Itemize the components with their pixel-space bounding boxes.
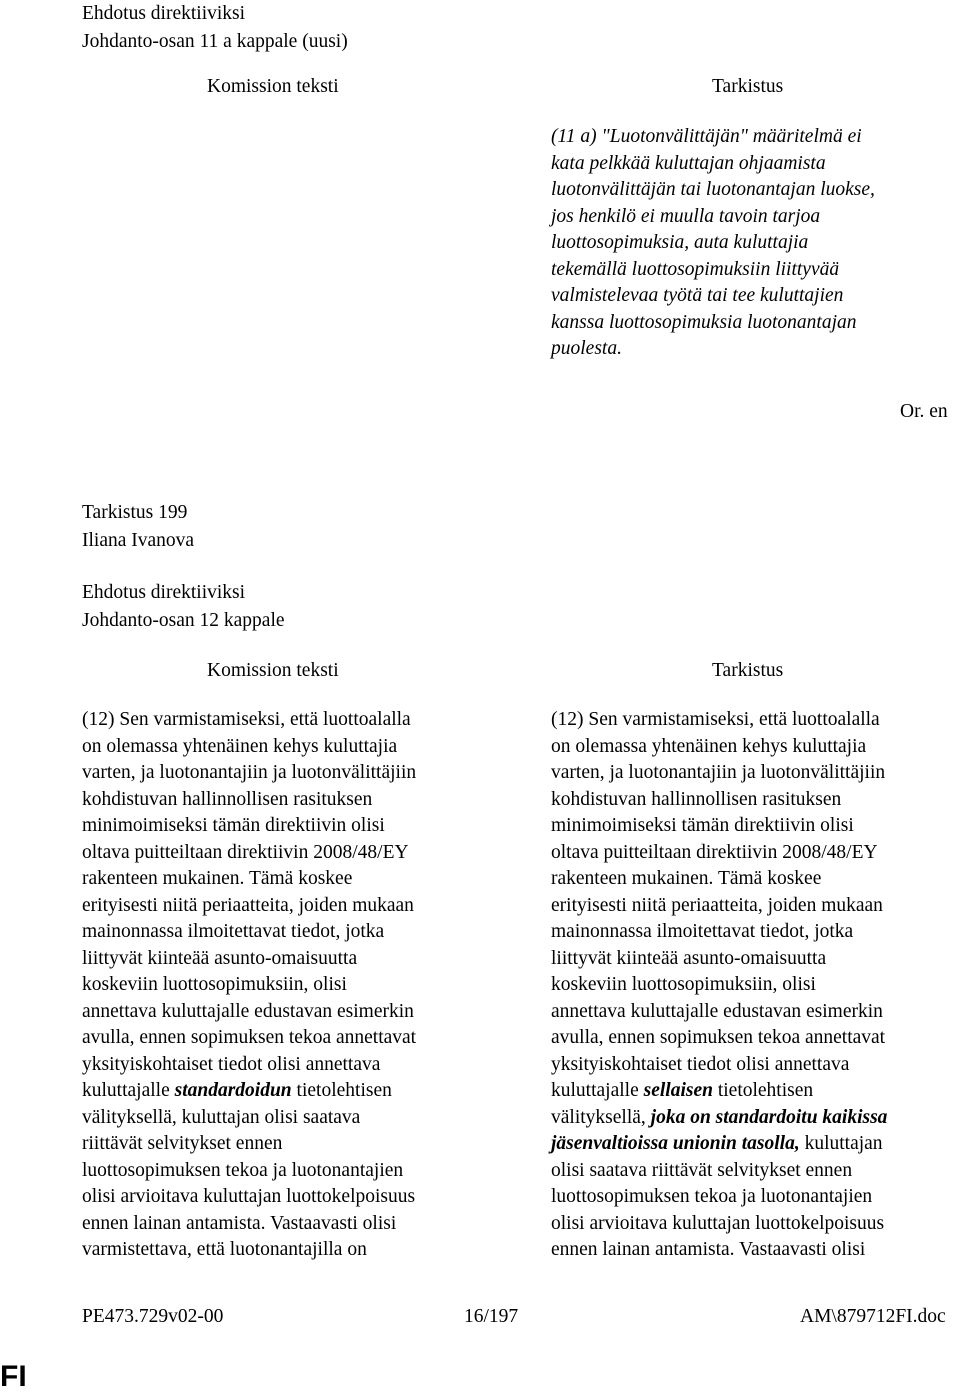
commission-text-line: annettava kuluttajalle edustavan esimerkin — [82, 1000, 414, 1022]
commission-text-line: riittävät selvitykset ennen — [82, 1133, 283, 1154]
recital-reference-2: Johdanto-osan 12 kappale — [82, 610, 285, 631]
amendment-text-line: kata pelkkää kuluttajan ohjaamista — [551, 152, 826, 174]
commission-text-label: Komission teksti — [207, 76, 339, 97]
amendment-text-line — [551, 1131, 956, 1158]
footer-doc-ref: PE473.729v02-00 — [82, 1306, 224, 1327]
original-language: Or. en — [900, 401, 948, 422]
commission-text-line: erityisesti niitä periaatteita, joiden mukaan — [82, 894, 414, 916]
amendment-text-line: oltava puitteiltaan direktiivin 2008/48/EY — [551, 841, 878, 863]
proposal-heading-2 — [82, 579, 285, 635]
inserted-text: sellaisen — [643, 1080, 713, 1101]
amendment-author: Iliana Ivanova — [82, 530, 195, 551]
text-run: tietolehtisen — [712, 1080, 814, 1101]
amendment-text-line: kanssa luottosopimuksia luotonantajan — [551, 311, 857, 333]
commission-text-line: mainonnassa ilmoitettavat tiedot, jotka — [82, 921, 385, 942]
proposal-title-2: Ehdotus direktiiviksi — [82, 582, 246, 603]
text-run: kuluttajan — [799, 1133, 883, 1154]
commission-text-line: on olemassa yhtenäinen kehys kuluttajia — [82, 735, 398, 757]
amendment-text-line: puolesta. — [551, 338, 622, 359]
amendment-text-11a — [551, 124, 875, 363]
amendment-text-line: tekemällä luottosopimuksiin liittyvää — [551, 258, 840, 280]
amendment-label: Tarkistus — [712, 76, 784, 97]
amendment-text-line: koskeviin luottosopimuksiin, olisi — [551, 974, 816, 995]
amendment-text-line: liittyvät kiinteää asunto-omaisuutta — [551, 947, 827, 969]
language-mark: FI — [0, 1360, 27, 1393]
amendment-text-line: olisi saatava riittävät selvitykset ennen — [551, 1159, 853, 1181]
amendment-text-line: (11 a) "Luotonvälittäjän" määritelmä ei — [551, 126, 862, 147]
amendment-text-line: olisi arvioitava kuluttajan luottokelpoisuus — [551, 1212, 885, 1234]
commission-text-line: ennen lainan antamista. Vastaavasti olisi — [82, 1212, 397, 1234]
commission-text-line: (12) Sen varmistamiseksi, että luottoalalla — [82, 709, 411, 730]
amendment-text-column — [551, 707, 956, 1264]
amendment-text-line: avulla, ennen sopimuksen tekoa annettavat — [551, 1027, 886, 1048]
amendment-text-line: (12) Sen varmistamiseksi, että luottoalalla — [551, 709, 880, 730]
amendment-text-line: ennen lainan antamista. Vastaavasti olisi — [551, 1239, 866, 1260]
amendment-text-line: jos henkilö ei muulla tavoin tarjoa — [551, 205, 821, 227]
amendment-text-line: on olemassa yhtenäinen kehys kuluttajia — [551, 735, 867, 757]
amendment-number: Tarkistus 199 — [82, 502, 188, 523]
commission-text-line: minimoimiseksi tämän direktiivin olisi — [82, 815, 385, 836]
commission-text-line: liittyvät kiinteää asunto-omaisuutta — [82, 947, 358, 969]
commission-text-line: oltava puitteiltaan direktiivin 2008/48/EY — [82, 841, 409, 863]
commission-text-line: yksityiskohtaiset tiedot olisi annettava — [82, 1053, 381, 1075]
commission-text-line: luottosopimuksen tekoa ja luotonantajien — [82, 1159, 404, 1181]
text-run: kuluttajalle — [551, 1080, 644, 1101]
deleted-text: standardoidun — [174, 1080, 292, 1101]
amendment-text-line — [551, 1105, 956, 1132]
text-run: välityksellä, — [551, 1106, 651, 1128]
amendment-text-line: minimoimiseksi tämän direktiivin olisi — [551, 815, 854, 836]
amendment-header — [82, 499, 194, 555]
amendment-text-line: rakenteen mukainen. Tämä koskee — [551, 868, 822, 889]
commission-text-line: rakenteen mukainen. Tämä koskee — [82, 868, 353, 889]
inserted-text: jäsenvaltioissa unionin tasolla, — [551, 1133, 800, 1154]
commission-text-line: varmistettava, että luotonantajilla on — [82, 1239, 367, 1260]
commission-text-label-2: Komission teksti — [207, 660, 339, 681]
commission-text-line: olisi arvioitava kuluttajan luottokelpoisuus — [82, 1186, 416, 1207]
text-run: tietolehtisen — [291, 1080, 392, 1101]
amendment-text-line: luottosopimuksia, auta kuluttajia — [551, 232, 809, 253]
proposal-heading — [82, 0, 348, 56]
commission-text-line: koskeviin luottosopimuksiin, olisi — [82, 974, 347, 995]
amendment-text-line: varten, ja luotonantajiin ja luotonvälittäjiin — [551, 762, 886, 783]
amendment-label-2: Tarkistus — [712, 660, 784, 681]
amendment-text-line: valmistelevaa työtä tai tee kuluttajien — [551, 285, 844, 306]
commission-text-line: avulla, ennen sopimuksen tekoa annettavat — [82, 1027, 417, 1048]
footer-page-number: 16/197 — [464, 1306, 519, 1327]
proposal-title: Ehdotus direktiiviksi — [82, 3, 246, 24]
commission-text-line: välityksellä, kuluttajan olisi saatava — [82, 1106, 361, 1128]
amendment-text-line: luottosopimuksen tekoa ja luotonantajien — [551, 1186, 873, 1207]
amendment-text-line: erityisesti niitä periaatteita, joiden mukaan — [551, 894, 883, 916]
amendment-text-line: kohdistuvan hallinnollisen rasituksen — [551, 788, 842, 810]
amendment-text-line: luotonvälittäjän tai luotonantajan luokse, — [551, 179, 875, 200]
commission-text-line: varten, ja luotonantajiin ja luotonvälittäjiin — [82, 762, 417, 783]
commission-text-line: kohdistuvan hallinnollisen rasituksen — [82, 788, 373, 810]
amendment-text-line — [551, 1078, 956, 1105]
amendment-text-line: yksityiskohtaiset tiedot olisi annettava — [551, 1053, 850, 1075]
amendment-text-line: annettava kuluttajalle edustavan esimerkin — [551, 1000, 883, 1022]
commission-text-line — [82, 1078, 502, 1105]
text-run: kuluttajalle — [82, 1080, 175, 1101]
commission-text-column — [82, 707, 502, 1264]
footer-file-name: AM\879712FI.doc — [800, 1306, 946, 1327]
recital-reference: Johdanto-osan 11 a kappale (uusi) — [82, 31, 348, 52]
amendment-text-line: mainonnassa ilmoitettavat tiedot, jotka — [551, 921, 854, 942]
inserted-text: joka on standardoitu kaikissa — [650, 1106, 888, 1128]
